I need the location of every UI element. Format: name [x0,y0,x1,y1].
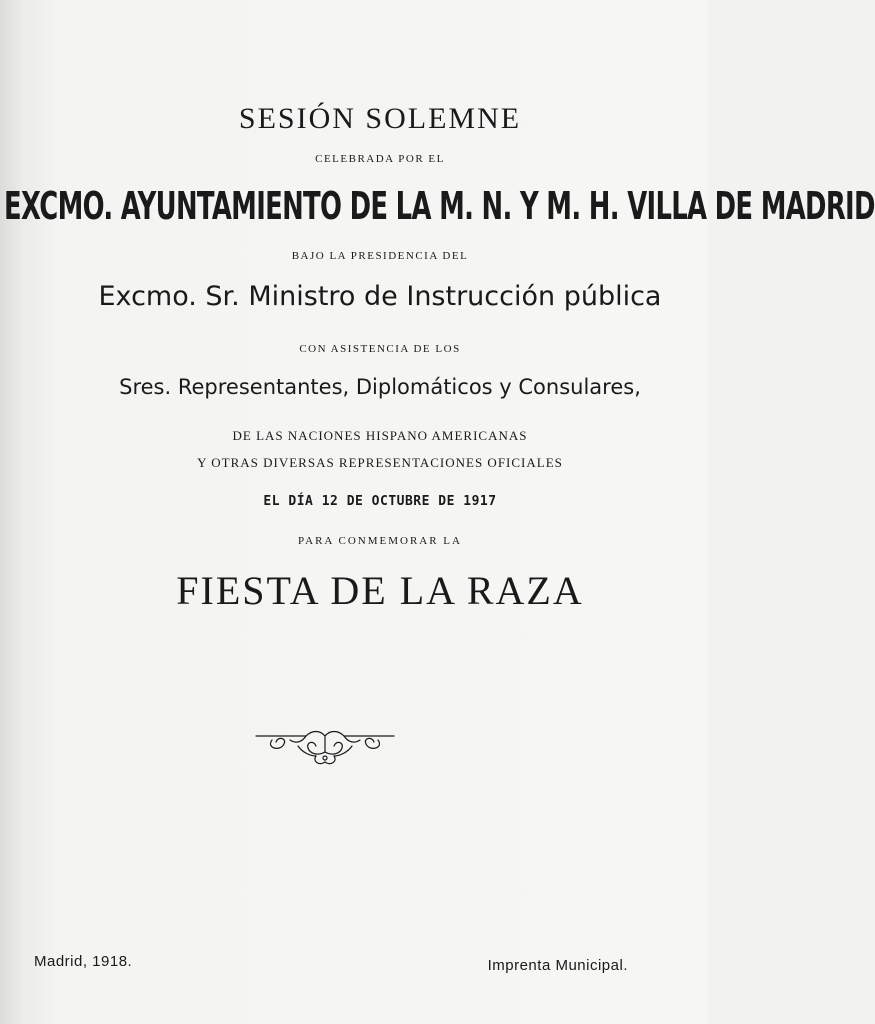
floral-ornament-icon [254,726,396,770]
presidencia-line: BAJO LA PRESIDENCIA DEL [291,250,469,262]
ayuntamiento-title: EXCMO. AYUNTAMIENTO DE LA M. N. Y M. H. VILLA DE MADRID [4,184,875,228]
representaciones-line: Y OTRAS DIVERSAS REPRESENTACIONES OFICIALES [197,455,563,470]
representantes-line: Sres. Representantes, Diplomáticos y Consulares, [119,375,641,399]
naciones-line: DE LAS NACIONES HISPANO AMERICANAS [232,428,528,443]
conmemorar-line: PARA CONMEMORAR LA [298,535,462,547]
asistencia-line: CON ASISTENCIA DE LOS [299,343,461,355]
document-heading: SESIÓN SOLEMNE [238,102,522,135]
ministro-line: Excmo. Sr. Ministro de Instrucción pública [98,281,662,312]
printer-name: Imprenta Municipal. [487,957,628,974]
celebrada-line: CELEBRADA POR EL [315,153,445,165]
place-year: Madrid, 1918. [34,953,133,970]
fiesta-title: FIESTA DE LA RAZA [176,568,584,613]
date-line: EL DÍA 12 DE OCTUBRE DE 1917 [263,494,497,509]
